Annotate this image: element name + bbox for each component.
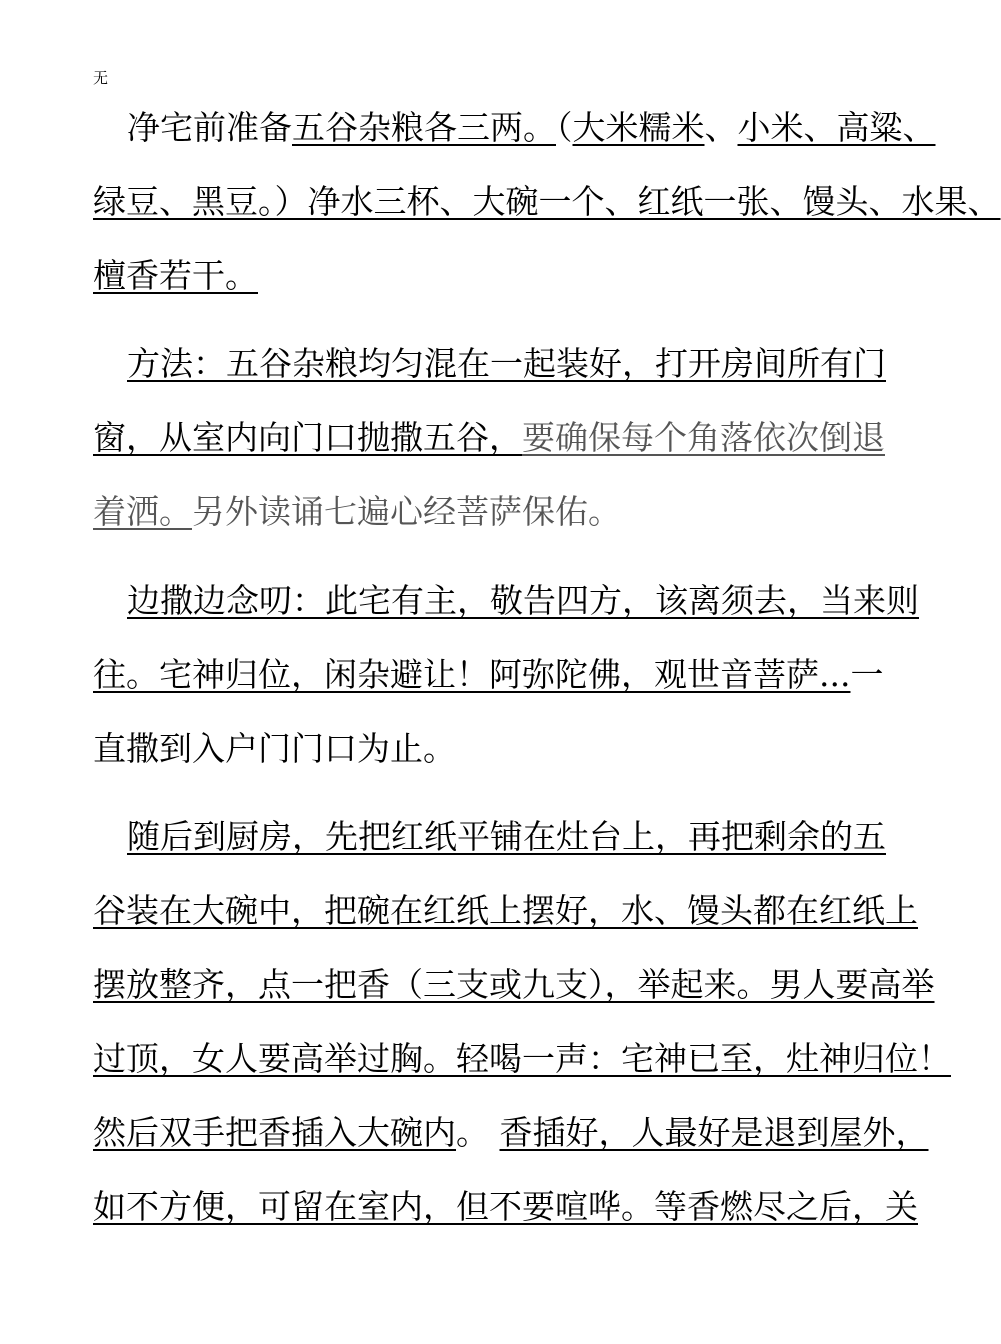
text-segment: （	[556, 108, 573, 147]
text-segment: 着洒。	[93, 492, 192, 531]
text-segment: 要确保每个角落依次倒退	[522, 418, 885, 457]
text-segment: 窗，从室内向门口抛撒五谷，	[93, 418, 522, 457]
text-segment: 谷装在大碗中，把碗在红纸上摆好，水、馒头都在红纸上	[93, 891, 918, 930]
text-line-11	[93, 889, 918, 933]
text-line-4	[127, 342, 893, 386]
text-segment: 往。宅神归位，闲杂避让！阿弥陀佛，观世音菩萨...	[93, 655, 851, 694]
text-line-15	[93, 1185, 918, 1229]
text-segment: 香插好，人最好是退到屋外，	[499, 1113, 929, 1152]
text-line-3	[93, 254, 893, 298]
text-line-2	[93, 180, 1001, 224]
text-segment: 摆放整齐，点一把香（三支或九支），举起来。男人要高举	[93, 965, 935, 1004]
text-segment: 如不方便，可留在室内，但不要喧哗。等香燃尽之后，关	[93, 1187, 918, 1226]
text-segment: 小米、高粱、	[737, 108, 936, 147]
text-line-6	[93, 490, 893, 534]
text-line-10	[127, 815, 893, 859]
text-line-8	[93, 653, 893, 697]
text-segment: 然后双手把香插入大碗内	[93, 1113, 456, 1152]
text-segment: 直撒到入户门门口为止。	[93, 729, 456, 768]
text-segment: 檀香若干。	[93, 256, 258, 295]
text-segment: 一	[850, 655, 884, 694]
text-segment: 另外读诵七遍心经菩萨保佑。	[192, 492, 621, 531]
text-line-7	[127, 579, 919, 623]
text-line-13	[93, 1037, 951, 1081]
text-segment: 大米糯米	[572, 108, 705, 147]
text-segment: 方法：五谷杂粮均匀混在一起装好，打开房间所有门	[127, 344, 886, 383]
text-line-1	[127, 106, 936, 150]
text-segment: 绿豆、黑豆。）净水三杯、大碗一个、红纸一张、馒头、水果、	[93, 182, 1001, 221]
text-line-14	[93, 1111, 929, 1155]
text-segment: 。	[456, 1113, 500, 1152]
text-line-5	[93, 416, 893, 460]
text-segment: 、	[704, 108, 738, 147]
page-header: 无	[93, 69, 109, 87]
text-segment: 净宅前准备	[127, 108, 292, 147]
text-segment: 过顶，女人要高举过胸。轻喝一声：宅神已至，灶神归位！	[93, 1039, 951, 1078]
text-segment: 五谷杂粮各三两。	[292, 108, 556, 147]
text-line-9	[93, 727, 893, 771]
text-segment: 边撒边念叨：此宅有主，敬告四方，该离须去，当来则	[127, 581, 919, 620]
text-line-12	[93, 963, 935, 1007]
text-segment: 随后到厨房，先把红纸平铺在灶台上，再把剩余的五	[127, 817, 886, 856]
